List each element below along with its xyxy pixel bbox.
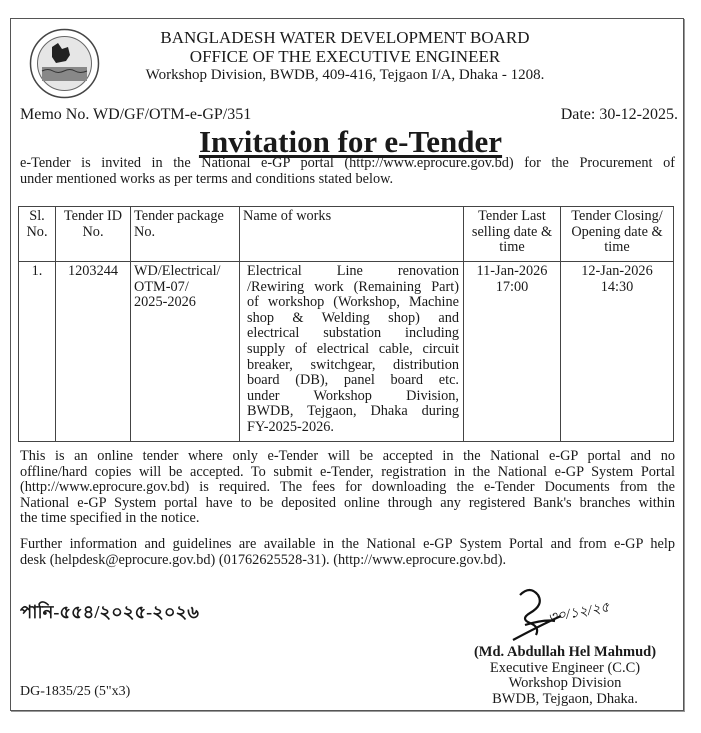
memo-number: Memo No. WD/GF/OTM-e-GP/351 — [20, 106, 252, 123]
cell-works: Electrical Line renovation /Rewiring work (Remaining Part) of workshop (Workshop, Machine shop & Welding shop) and electrical substation including supply of electrical cable, circuit breaker, switchgear, distribution board (DB), panel board etc. under Workshop Division, BWDB, Tejgaon, Dhaka during FY-2025-2026. — [240, 262, 464, 442]
org-name: BANGLADESH WATER DEVELOPMENT BOARD — [160, 28, 530, 47]
cell-closing-date: 12-Jan-2026 14:30 — [561, 262, 674, 442]
dg-number: DG-1835/25 (5"x3) — [20, 684, 131, 699]
header-selling-date: Tender Last selling date & time — [464, 207, 561, 262]
signatory-block — [440, 645, 690, 707]
header-tender-id: Tender ID No. — [56, 207, 131, 262]
office-name: OFFICE OF THE EXECUTIVE ENGINEER — [189, 47, 501, 66]
intro-paragraph: e-Tender is invited in the National e-GP portal (http://www.eprocure.gov.bd) for the Procurement of under mentioned works as per terms and conditions stated below. — [20, 155, 675, 187]
bwdb-logo-icon — [28, 27, 101, 100]
memo-date: Date: 30-12-2025. — [560, 106, 678, 123]
header-works: Name of works — [240, 207, 464, 262]
cell-sl: 1. — [19, 262, 56, 442]
tender-table — [18, 206, 674, 442]
header-package: Tender package No. — [131, 207, 240, 262]
office-address: Workshop Division, BWDB, 409-416, Tejgaon I/A, Dhaka - 1208. — [145, 67, 545, 83]
signatory-division: Workshop Division — [508, 675, 622, 691]
page-title: Invitation for e-Tender — [198, 124, 503, 159]
cell-tender-id: 1203244 — [56, 262, 131, 442]
signatory-designation: Executive Engineer (C.C) — [489, 659, 641, 676]
table-header-row — [19, 207, 674, 262]
bengali-reference: পানি-৫৫৪/২০২৫-২০২৬ — [20, 602, 199, 622]
header-closing-date: Tender Closing/ Opening date & time — [561, 207, 674, 262]
cell-package: WD/Electrical/ OTM-07/ 2025-2026 — [131, 262, 240, 442]
online-tender-paragraph: This is an online tender where only e-Tender will be accepted in the National e-GP portal and no offline/hard copies will be accepted. To submit e-Tender, registration in the National e-GP System Portal (http://www.eprocure.gov.bd) is required. The fees for downloading the e-Tender Documents from the National e-GP System portal have to be deposited online through any registered Bank's branches within the time specified in the notice. — [20, 448, 675, 527]
further-info-paragraph: Further information and guidelines are available in the National e-GP System Portal and from e-GP help desk (helpdesk@eprocure.gov.bd) (01762625528-31). (http://www.eprocure.gov.bd). — [20, 536, 675, 568]
signatory-name: (Md. Abdullah Hel Mahmud) — [473, 644, 657, 660]
table-row — [19, 262, 674, 442]
signatory-location: BWDB, Tejgaon, Dhaka. — [492, 690, 638, 707]
header-sl: Sl. No. — [19, 207, 56, 262]
signature-date: ৩০/১২/২৫ — [546, 600, 611, 626]
cell-selling-date: 11-Jan-2026 17:00 — [464, 262, 561, 442]
